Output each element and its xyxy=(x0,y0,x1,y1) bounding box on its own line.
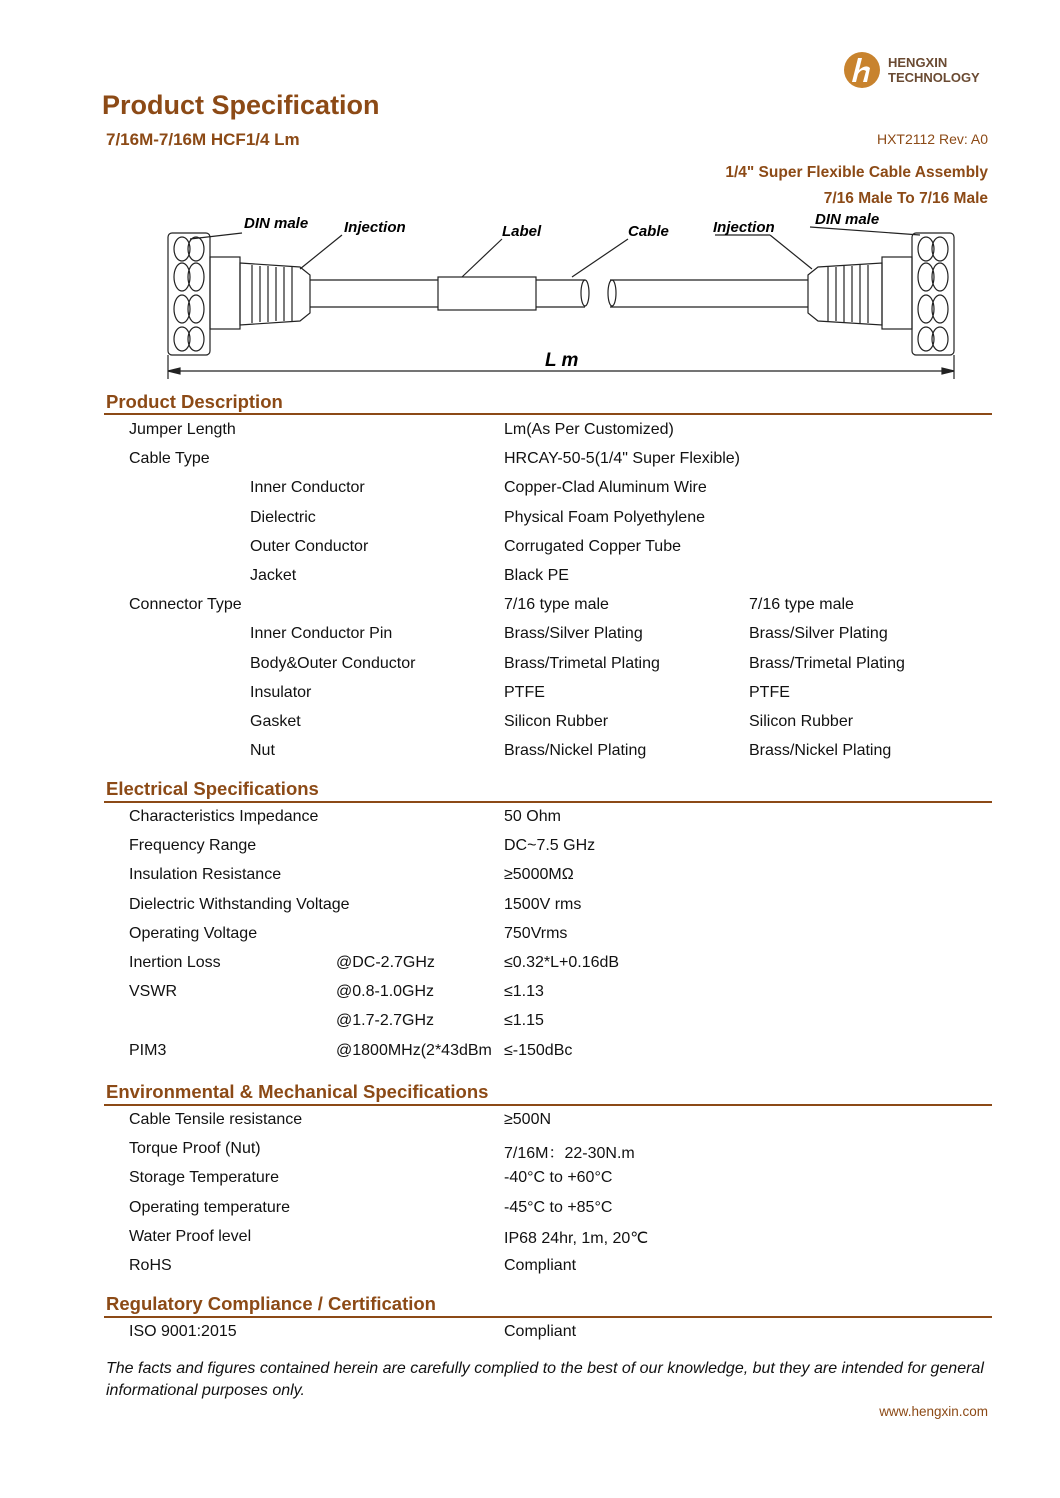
spec-cell: Nut xyxy=(250,742,275,760)
table-row xyxy=(0,925,1060,949)
spec-cell: Operating Voltage xyxy=(129,924,258,942)
spec-cell: 50 Ohm xyxy=(504,808,561,825)
cable-label-sleeve xyxy=(438,277,536,310)
hengxin-logo xyxy=(842,50,882,90)
spec-cell: Physical Foam Polyethylene xyxy=(504,508,705,526)
spec-cell: Brass/Silver Plating xyxy=(749,625,888,643)
spec-cell: @1.7-2.7GHz xyxy=(336,1012,435,1030)
spec-cell: Characteristics Impedance xyxy=(129,808,319,825)
label-cable: Cable xyxy=(628,223,669,240)
spec-cell: Inertion Loss xyxy=(129,954,221,971)
table-row xyxy=(0,983,1060,1007)
product-code: 7/16M-7/16M HCF1/4 Lm xyxy=(106,130,300,149)
spec-cell: HRCAY-50-5(1/4" Super Flexible) xyxy=(504,450,740,468)
table-row xyxy=(0,713,1060,737)
table-row xyxy=(0,954,1060,978)
table-row xyxy=(0,1228,1060,1252)
spec-cell: Connector Type xyxy=(129,596,242,614)
label-injection-left: Injection xyxy=(344,219,406,236)
table-row xyxy=(0,479,1060,503)
spec-cell: 7/16 type male xyxy=(749,596,854,614)
section-title-environmental: Environmental & Mechanical Specifications xyxy=(106,1081,489,1102)
table-row xyxy=(0,655,1060,679)
spec-cell: Body&Outer Conductor xyxy=(250,654,416,672)
right-connector-body xyxy=(882,257,912,329)
spec-cell: Silicon Rubber xyxy=(749,713,854,730)
spec-cell: Insulation Resistance xyxy=(129,866,282,884)
section-title-regulatory: Regulatory Compliance / Certification xyxy=(106,1293,436,1314)
label-din-male-left: DIN male xyxy=(244,215,309,232)
label-injection-right: Injection xyxy=(713,219,775,236)
spec-cell: @0.8-1.0GHz xyxy=(336,983,435,1001)
spec-cell: Brass/Silver Plating xyxy=(504,625,643,643)
spec-cell: Lm(As Per Customized) xyxy=(504,421,674,438)
spec-cell: 7/16 type male xyxy=(504,596,609,614)
table-row xyxy=(0,1199,1060,1223)
spec-cell: Storage Temperature xyxy=(129,1169,280,1187)
spec-cell: PTFE xyxy=(749,683,790,701)
table-row xyxy=(0,538,1060,562)
disclaimer: The facts and figures contained herein are carefully complied to the best of our knowledge, but they are intended for general informational purposes only. xyxy=(106,1360,984,1399)
table-row xyxy=(0,1140,1060,1164)
page-title: Product Specification xyxy=(102,90,380,120)
spec-cell: -40°C to +60°C xyxy=(504,1169,613,1187)
spec-cell: PIM3 xyxy=(129,1041,167,1059)
table-row xyxy=(0,1012,1060,1036)
spec-cell: Silicon Rubber xyxy=(504,713,609,730)
spec-cell: ≤-150dBc xyxy=(504,1041,573,1059)
spec-cell: IP68 24hr, 1m, 20℃ xyxy=(504,1229,649,1247)
spec-cell: Corrugated Copper Tube xyxy=(504,537,681,555)
spec-cell: Inner Conductor Pin xyxy=(250,625,393,643)
logo-line1: HENGXIN xyxy=(888,55,948,70)
spec-cell: Outer Conductor xyxy=(250,537,369,555)
spec-cell: ≤1.15 xyxy=(504,1012,544,1030)
table-row xyxy=(0,1042,1060,1066)
spec-cell: @1800MHz(2*43dBm xyxy=(336,1041,492,1059)
left-connector-body xyxy=(210,257,240,329)
spec-cell: -45°C to +85°C xyxy=(504,1198,613,1216)
table-row xyxy=(0,625,1060,649)
section-rule xyxy=(104,1104,992,1106)
logo-text xyxy=(888,55,980,85)
spec-cell: RoHS xyxy=(129,1257,172,1274)
table-row xyxy=(0,896,1060,920)
spec-cell: Cable Type xyxy=(129,450,210,468)
spec-cell: Brass/Nickel Plating xyxy=(504,742,647,760)
spec-cell: Inner Conductor xyxy=(250,479,365,497)
spec-cell: Brass/Trimetal Plating xyxy=(749,654,905,672)
spec-cell: Black PE xyxy=(504,567,569,584)
table-row xyxy=(0,421,1060,445)
table-row xyxy=(0,742,1060,766)
spec-cell: Copper-Clad Aluminum Wire xyxy=(504,479,707,497)
table-row xyxy=(0,509,1060,533)
spec-cell: DC~7.5 GHz xyxy=(504,837,596,855)
table-row xyxy=(0,1323,1060,1347)
spec-cell: ≥5000MΩ xyxy=(504,866,574,884)
section-rule xyxy=(104,1316,992,1318)
spec-cell: VSWR xyxy=(129,983,177,1001)
spec-cell: @DC-2.7GHz xyxy=(336,954,435,971)
spec-cell: Frequency Range xyxy=(129,837,257,855)
document-reference: HXT2112 Rev: A0 xyxy=(876,131,988,147)
section-title-product-description: Product Description xyxy=(106,391,283,412)
section-title-electrical: Electrical Specifications xyxy=(106,778,319,799)
spec-cell: ISO 9001:2015 xyxy=(129,1323,237,1340)
table-row xyxy=(0,1169,1060,1193)
tagline-assembly: 1/4" Super Flexible Cable Assembly xyxy=(725,164,988,181)
section-rule xyxy=(104,413,992,415)
spec-cell: ≤1.13 xyxy=(504,983,544,1001)
table-row xyxy=(0,450,1060,474)
spec-cell: Operating temperature xyxy=(129,1198,290,1216)
table-row xyxy=(0,596,1060,620)
table-row xyxy=(0,866,1060,890)
spec-cell: 7/16M：22-30N.m xyxy=(504,1145,635,1163)
spec-cell: Torque Proof (Nut) xyxy=(129,1140,261,1158)
table-row xyxy=(0,837,1060,861)
table-row xyxy=(0,1111,1060,1135)
label-label: Label xyxy=(502,223,542,240)
spec-cell: PTFE xyxy=(504,683,545,701)
logo-line2: TECHNOLOGY xyxy=(888,70,980,85)
spec-cell: Insulator xyxy=(250,683,312,701)
section-rule xyxy=(104,801,992,803)
table-row xyxy=(0,567,1060,591)
spec-cell: Cable Tensile resistance xyxy=(129,1111,303,1128)
spec-cell: Compliant xyxy=(504,1257,577,1274)
spec-cell: Jacket xyxy=(250,567,297,584)
table-row xyxy=(0,808,1060,832)
spec-cell: Water Proof level xyxy=(129,1227,252,1245)
spec-cell: Dielectric Withstanding Voltage xyxy=(129,895,350,913)
table-row xyxy=(0,684,1060,708)
spec-cell: Jumper Length xyxy=(129,421,236,438)
spec-cell: Compliant xyxy=(504,1323,577,1340)
spec-cell: Gasket xyxy=(250,713,301,730)
spec-cell: 1500V rms xyxy=(504,895,582,913)
label-din-male-right: DIN male xyxy=(815,211,880,228)
website-link[interactable]: www.hengxin.com xyxy=(879,1404,988,1419)
spec-cell: 750Vrms xyxy=(504,924,568,942)
table-row xyxy=(0,1257,1060,1281)
cable-assembly-drawing xyxy=(160,205,965,385)
spec-cell: Dielectric xyxy=(250,508,316,526)
tagline-connectors: 7/16 Male To 7/16 Male xyxy=(823,190,988,207)
spec-cell: ≤0.32*L+0.16dB xyxy=(504,954,620,971)
spec-cell: Brass/Nickel Plating xyxy=(749,742,892,760)
spec-cell: Brass/Trimetal Plating xyxy=(504,654,660,672)
spec-cell: ≥500N xyxy=(504,1111,552,1128)
label-length: L m xyxy=(545,350,579,371)
